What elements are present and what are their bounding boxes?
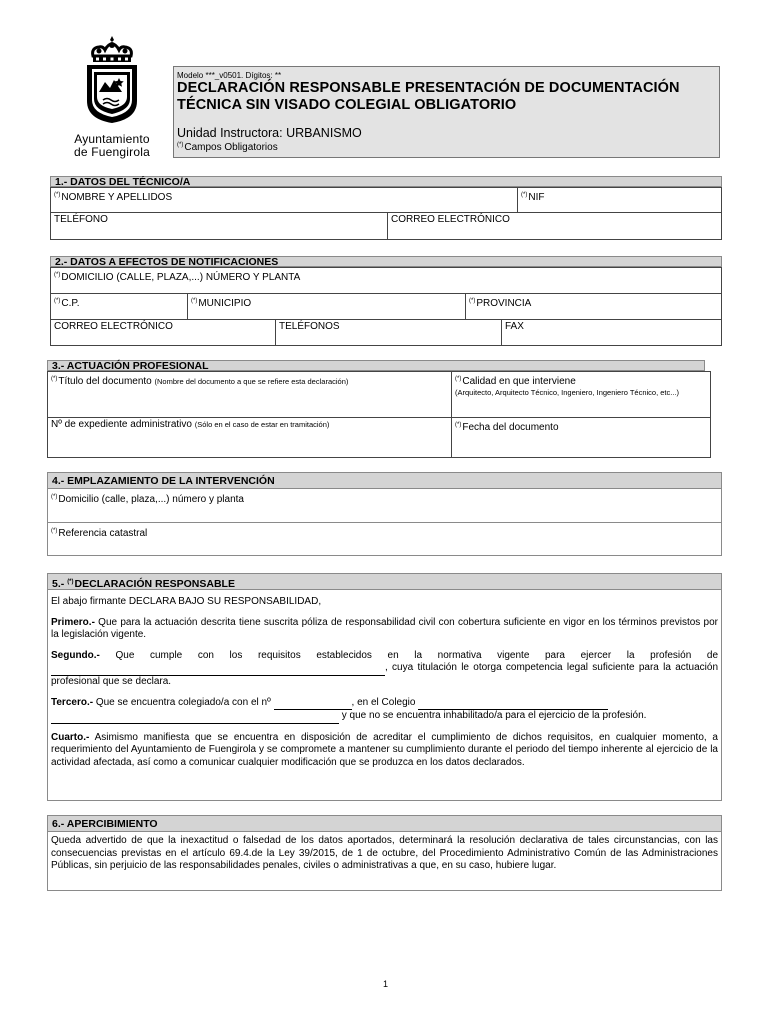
clause-text: Asimismo manifiesta que se encuentra en disposición de acreditar el cumplimiento de dichos requisitos, en cualquier momento, a requerimiento del Ayuntamiento de Fuengirola y se compromete a mantener su cumplimiento durante el periodo del tiempo inherente al ejercicio de la actividad afectada, así como a comunicar cualquier modificación que se produzca en los datos declarados. [51, 731, 718, 768]
clause-text: Que cumple con los requisitos establecidos en la normativa vigente para ejercer la profesión de [115, 649, 719, 661]
field-note: (Arquitecto, Arquitecto Técnico, Ingeniero, Ingeniero Técnico, etc...) [455, 388, 680, 397]
field-label: NOMBRE Y APELLIDOS [61, 192, 173, 203]
field-label: MUNICIPIO [198, 298, 252, 309]
field-label: Título del documento [58, 376, 152, 387]
profession-blank[interactable] [51, 662, 385, 676]
field-label: C.P. [61, 298, 80, 309]
section-title: 6.- APERCIBIMIENTO [48, 816, 721, 832]
field-label: CORREO ELECTRÓNICO [54, 321, 173, 332]
instructing-unit: Unidad Instructora: URBANISMO [177, 126, 362, 140]
section-technician [50, 176, 722, 240]
required-mark: (*) [177, 142, 184, 148]
logo-text-line2: de Fuengirola [74, 145, 150, 159]
document-date-field[interactable]: (*)Fecha del documento [451, 418, 710, 457]
required-note-text: Campos Obligatorios [184, 142, 278, 153]
section-declaration [47, 573, 722, 801]
field-label: Calidad en que interviene [462, 376, 576, 387]
file-number-field[interactable] [48, 418, 451, 457]
field-label: NIF [528, 192, 545, 203]
clause-text: , en el Colegio [351, 696, 416, 708]
section-title: 1.- DATOS DEL TÉCNICO/A [50, 176, 722, 187]
notif-email-field[interactable] [51, 320, 275, 345]
form-header [173, 66, 720, 158]
name-field[interactable]: (*)NOMBRE Y APELLIDOS [54, 192, 173, 203]
clause-label: Segundo.- [51, 649, 100, 661]
field-note: (Nombre del documento a que se refiere esta declaración) [154, 377, 349, 386]
postal-code-field[interactable]: (*)C.P. [54, 298, 80, 309]
clause-text: Que se encuentra colegiado/a con el nº [95, 696, 271, 708]
municipal-logo [62, 34, 162, 159]
model-code: Modelo ***_v0501. Dígitos: ** [177, 71, 282, 80]
phones-field[interactable] [275, 320, 501, 345]
phone-field[interactable] [51, 213, 387, 239]
email-field[interactable] [387, 213, 721, 239]
clause-label: Tercero.- [51, 696, 94, 708]
field-note: (Sólo en el caso de estar en tramitación) [194, 420, 330, 429]
section-professional-action [47, 360, 711, 458]
required-note [177, 140, 716, 153]
location-address-field[interactable]: (*)Domicilio (calle, plaza,...) número y planta [51, 494, 244, 505]
notif-address-field[interactable]: (*)DOMICILIO (CALLE, PLAZA,...) NÚMERO Y PLANTA [54, 272, 301, 283]
membership-number-blank[interactable] [274, 697, 352, 711]
clause-label: Cuarto.- [51, 731, 90, 743]
declaration-third [48, 697, 721, 724]
clause-text: Que para la actuación descrita tiene suscrita póliza de responsabilidad civil con cobertura suficiente en vigor en los términos previstos por la legislación vigente. [51, 616, 719, 641]
section-title: 5.- (*)DECLARACIÓN RESPONSABLE [48, 574, 721, 590]
field-label: CORREO ELECTRÓNICO [391, 214, 510, 225]
logo-text-line1: Ayuntamiento [74, 132, 150, 146]
province-field[interactable]: (*)PROVINCIA [465, 294, 721, 319]
field-label: Nº de expediente administrativo [51, 419, 192, 430]
declaration-fourth [48, 732, 721, 770]
section-title: 3.- ACTUACIÓN PROFESIONAL [47, 360, 705, 371]
section-warning [47, 815, 722, 891]
section-title: 2.- DATOS A EFECTOS DE NOTIFICACIONES [50, 256, 722, 267]
fax-field[interactable] [501, 320, 721, 345]
declaration-intro: El abajo firmante DECLARA BAJO SU RESPONSABILIDAD, [51, 596, 322, 607]
coat-of-arms-icon [81, 34, 143, 124]
section-notifications [50, 256, 722, 346]
declaration-first [48, 617, 721, 642]
field-label: Referencia catastral [58, 528, 148, 539]
field-label: PROVINCIA [476, 298, 532, 309]
nif-field[interactable]: (*)NIF [517, 188, 721, 212]
warning-text: Queda advertido de que la inexactitud o falsedad de los datos aportados, determinará la resolución declarativa de tales circunstancias, con las consecuencias previstas en el artículo 69.4.de la Ley 39/2015, de 1 de octubre, del Procedimiento Administrativo Común de las Administraciones Públicas, sin perjuicio de las responsabilidades penales, civiles o administrativas a que, en su caso, hubiere lugar. [51, 835, 718, 872]
clause-text: y que no se encuentra inhabilitado/a para el ejercicio de la profesión. [341, 710, 647, 722]
document-title-field[interactable]: (*)Título del documento (Nombre del documento a que se refiere esta declaración) [51, 376, 349, 387]
field-label: Domicilio (calle, plaza,...) número y planta [58, 494, 244, 505]
field-label: TELÉFONOS [279, 321, 340, 332]
section-title-text: DECLARACIÓN RESPONSABLE [74, 578, 235, 590]
field-label: TELÉFONO [54, 214, 108, 225]
clause-text: , cuya titulación le otorga competencia legal suficiente para la actuación profesional que se declara. [51, 662, 718, 687]
section-location [47, 472, 722, 556]
declaration-second [48, 650, 721, 689]
field-label: Fecha del documento [462, 422, 559, 433]
section-title: 4.- EMPLAZAMIENTO DE LA INTERVENCIÓN [48, 473, 721, 489]
college-blank[interactable] [418, 697, 608, 711]
role-field[interactable]: (*)Calidad en que interviene (Arquitecto, Arquitecto Técnico, Ingeniero, Ingeniero Técnico, etc...) [451, 372, 710, 417]
field-label: FAX [505, 321, 524, 332]
page-number: 1 [383, 979, 389, 989]
municipality-field[interactable]: (*)MUNICIPIO [187, 294, 465, 319]
section-title-number: 5.- [52, 578, 65, 590]
field-label: DOMICILIO (CALLE, PLAZA,...) NÚMERO Y PLANTA [61, 272, 301, 283]
college-blank-continued[interactable] [51, 710, 339, 724]
form-title: DECLARACIÓN RESPONSABLE PRESENTACIÓN DE DOCUMENTACIÓN TÉCNICA SIN VISADO COLEGIAL OBLIGATORIO [177, 80, 680, 113]
cadastral-reference-field[interactable]: (*)Referencia catastral [48, 522, 721, 554]
clause-label: Primero.- [51, 616, 95, 628]
